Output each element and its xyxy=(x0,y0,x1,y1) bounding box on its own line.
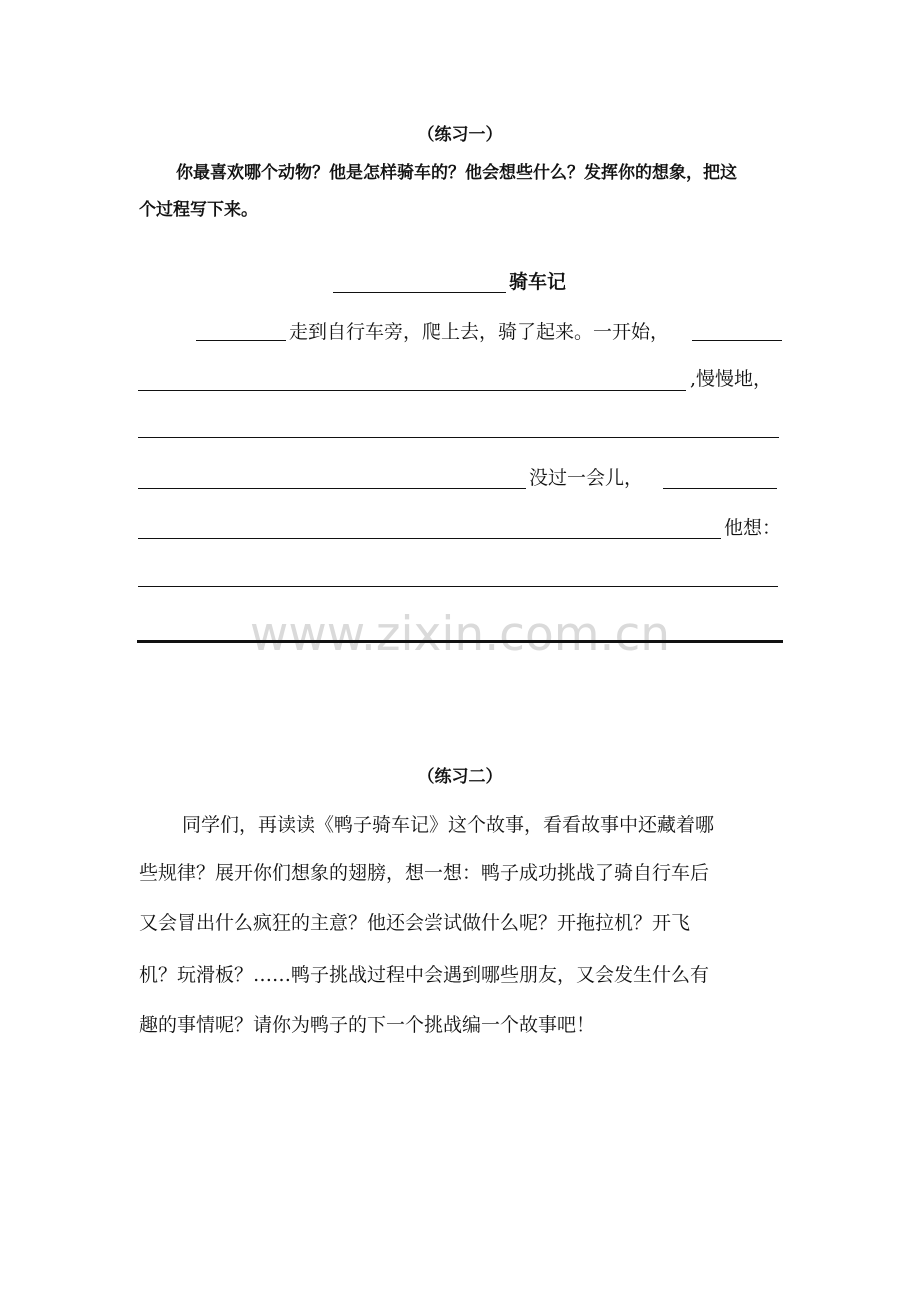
phrase-he-thinks: 他想： xyxy=(724,517,782,539)
blank-animal-name[interactable] xyxy=(196,340,286,341)
blank-line-5[interactable] xyxy=(138,538,721,539)
blank-line-2[interactable] xyxy=(138,390,686,391)
blank-line-4[interactable] xyxy=(138,488,526,489)
phrase-walk-to-bike: 走到自行车旁，爬上去，骑了起来。一开始， xyxy=(289,321,670,343)
exercise-2-line-4: 机？玩滑板？……鸭子挑战过程中会遇到哪些朋友，又会发生什么有 xyxy=(139,964,710,986)
blank-line-3[interactable] xyxy=(138,437,779,438)
phrase-soon: 没过一会儿， xyxy=(529,467,644,489)
essay-title-blank[interactable] xyxy=(333,292,506,293)
section-divider xyxy=(137,640,783,643)
exercise-1-heading: （练习一） xyxy=(417,125,503,145)
exercise-2-heading: （练习二） xyxy=(417,767,503,787)
exercise-2-line-1: 同学们，再读读《鸭子骑车记》这个故事，看看故事中还藏着哪 xyxy=(182,814,715,836)
phrase-slowly: ,慢慢地， xyxy=(690,368,773,390)
exercise-2-line-3: 又会冒出什么疯狂的主意？他还会尝试做什么呢？开拖拉机？开飞 xyxy=(139,912,691,934)
exercise-2-line-5: 趣的事情呢？请你为鸭子的下一个挑战编一个故事吧！ xyxy=(139,1014,596,1036)
exercise-2-line-2: 些规律？展开你们想象的翅膀，想一想：鸭子成功挑战了骑自行车后 xyxy=(139,862,710,884)
essay-title: 骑车记 xyxy=(509,271,567,293)
exercise-1-prompt-line-1: 你最喜欢哪个动物？他是怎样骑车的？他会想些什么？发挥你的想象，把这 xyxy=(176,163,737,183)
blank-at-first[interactable] xyxy=(692,340,782,341)
watermark-text: www.zixin.com.cn xyxy=(249,607,671,662)
blank-after-soon[interactable] xyxy=(663,488,777,489)
exercise-1-prompt-line-2: 个过程写下来。 xyxy=(139,200,258,220)
blank-line-6[interactable] xyxy=(138,586,778,587)
